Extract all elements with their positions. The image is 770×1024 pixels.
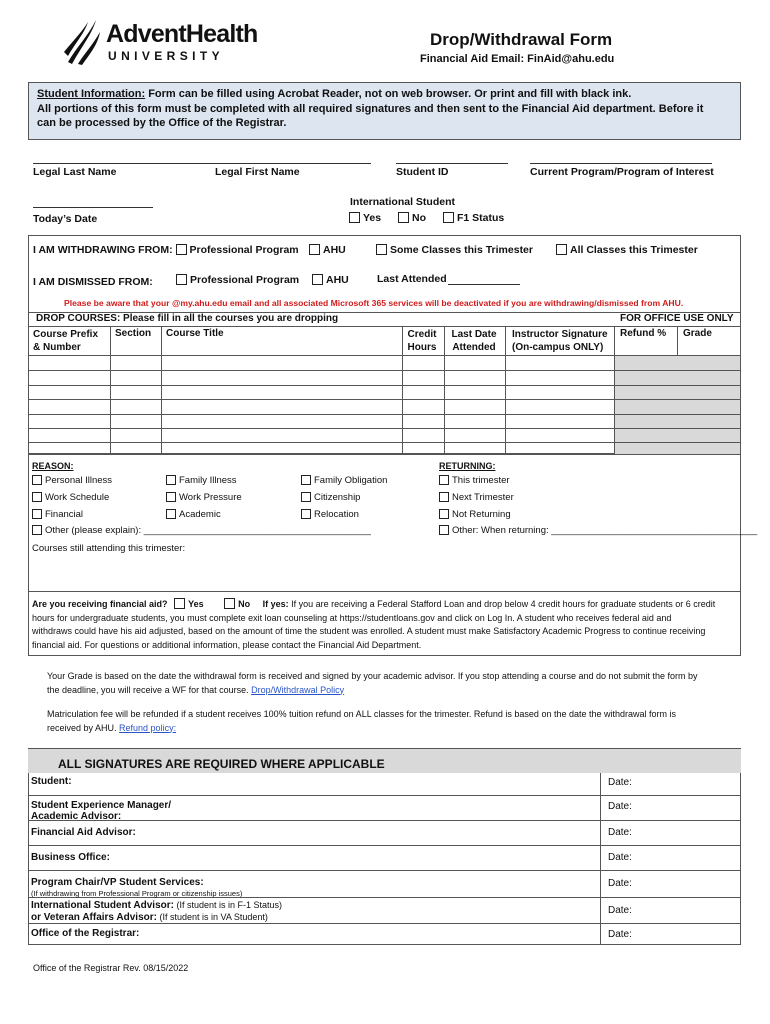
sig-registrar-label: Office of the Registrar:: [31, 928, 140, 939]
col-grade-header: Grade: [683, 328, 712, 339]
fa-no-checkbox[interactable]: [224, 598, 235, 609]
fa-yes-checkbox[interactable]: [174, 598, 185, 609]
table-row[interactable]: [29, 428, 740, 442]
sig-row-intl-advisor[interactable]: [29, 898, 740, 924]
fa-yes-label: Yes: [188, 599, 204, 609]
dismissed-from-label: I AM DISMISSED FROM:: [33, 276, 153, 288]
legal-first-label: Legal First Name: [215, 166, 300, 178]
f1-status-option[interactable]: [443, 212, 504, 224]
returning-heading: RETURNING:: [439, 461, 496, 471]
intl-no-checkbox[interactable]: [398, 212, 409, 223]
sig-date-label: Date:: [608, 905, 632, 916]
reason-other[interactable]: Other (please explain): ___________________________________________: [32, 525, 371, 536]
sig-fa-label: Financial Aid Advisor:: [31, 827, 136, 838]
all-classes-option[interactable]: [556, 244, 698, 256]
last-attended-label: Last Attended: [377, 273, 447, 285]
fa-text-line1: If you are receiving a Federal Stafford Loan and drop below 4 credit hours for graduate students or 6 credit: [288, 599, 716, 609]
returning-next-trimester[interactable]: Next Trimester: [439, 492, 514, 503]
signatures-heading: ALL SIGNATURES ARE REQUIRED WHERE APPLICABLE: [58, 757, 385, 771]
sig-date-label: Date:: [608, 878, 632, 889]
sig-date-label: Date:: [608, 929, 632, 940]
fa-text-line4: financial aid. For questions or additional information, please contact the Financial Aid Department.: [32, 639, 422, 650]
sig-program-chair-note: (If withdrawing from Professional Program or citizenship issues): [31, 889, 243, 898]
this-trimester-checkbox[interactable]: [439, 475, 449, 485]
not-returning-checkbox[interactable]: [439, 509, 449, 519]
student-info-line2: All portions of this form must be completed with all required signatures and then sent to the Financial Aid department. Before it: [37, 102, 704, 115]
returning-this-trimester[interactable]: This trimester: [439, 475, 510, 486]
withdraw-professional-checkbox[interactable]: [176, 244, 187, 255]
withdraw-ahu-checkbox[interactable]: [309, 244, 320, 255]
work-pressure-checkbox[interactable]: [166, 492, 176, 502]
academic-checkbox[interactable]: [166, 509, 176, 519]
financial-aid-section: [28, 592, 741, 656]
col-prefix-header: Course Prefix & Number: [33, 329, 99, 353]
other-returning-checkbox[interactable]: [439, 525, 449, 535]
financial-checkbox[interactable]: [32, 509, 42, 519]
table-row[interactable]: [29, 355, 740, 370]
signatures-heading-bar: [28, 748, 741, 773]
legal-name-field[interactable]: [33, 163, 371, 164]
sig-row-business[interactable]: [29, 846, 740, 871]
some-classes-option[interactable]: [376, 244, 533, 256]
table-row[interactable]: [29, 370, 740, 385]
dismiss-ahu-option[interactable]: [312, 274, 349, 286]
todays-date-field[interactable]: [33, 207, 153, 208]
all-classes-label: All Classes this Trimester: [570, 244, 698, 256]
office-use-heading: FOR OFFICE USE ONLY: [620, 313, 734, 324]
dismiss-professional-checkbox[interactable]: [176, 274, 187, 285]
sig-row-registrar[interactable]: [29, 924, 740, 945]
intl-yes-checkbox[interactable]: [349, 212, 360, 223]
fa-if-yes-label: If yes:: [262, 599, 289, 609]
deactivation-warning: Please be aware that your @my.ahu.edu email and all associated Microsoft 365 services will be deactivated if you are withdrawing/dismissed from AHU.: [64, 298, 684, 308]
personal-illness-checkbox[interactable]: [32, 475, 42, 485]
sig-date-label: Date:: [608, 801, 632, 812]
intl-student-label: International Student: [350, 196, 455, 208]
col-refund-header: Refund %: [620, 328, 667, 339]
financial-aid-email: Financial Aid Email: FinAid@ahu.edu: [420, 53, 615, 65]
logo-name: AdventHealth: [106, 20, 258, 48]
reason-relocation[interactable]: Relocation: [301, 509, 359, 520]
courses-still-attending-label: Courses still attending this trimester:: [32, 543, 186, 554]
table-row[interactable]: [29, 414, 740, 428]
returning-other[interactable]: Other: When returning: _______________________________________: [439, 525, 757, 536]
sig-program-chair-label: Program Chair/VP Student Services:: [31, 877, 204, 888]
student-info-line1: Form can be filled using Acrobat Reader, not on web browser. Or print and fill with black ink.: [145, 88, 632, 100]
intl-no-option[interactable]: [398, 212, 426, 224]
student-id-field[interactable]: [396, 163, 508, 164]
sig-date-label: Date:: [608, 852, 632, 863]
legal-last-label: Legal Last Name: [33, 166, 117, 178]
footer-revision: Office of the Registrar Rev. 08/15/2022: [33, 963, 189, 973]
fa-text-line2: hours for undergraduate students, you must complete exit loan counseling at https://studentloans.gov and click on Log In. A student who receives federal aid and: [32, 612, 672, 623]
program-label: Current Program/Program of Interest: [530, 166, 714, 178]
reason-citizenship[interactable]: Citizenship: [301, 492, 360, 503]
fa-text-line3: withdraws could have his aid adjusted, based on the amount of time the student was enrolled. A student must make Satisfactory Academic Progress to continue receiving: [32, 626, 706, 636]
table-row[interactable]: [29, 442, 740, 454]
withdraw-section: [28, 235, 741, 313]
financial-aid-question: Are you receiving financial aid?: [32, 599, 168, 609]
fa-no-label: No: [238, 599, 251, 609]
sig-date-label: Date:: [608, 827, 632, 838]
sig-student-label: Student:: [31, 776, 72, 787]
reason-section: [28, 454, 758, 592]
reason-academic[interactable]: Academic: [166, 509, 221, 520]
sig-date-label: Date:: [608, 777, 632, 788]
dismiss-ahu-checkbox[interactable]: [312, 274, 323, 285]
sig-business-label: Business Office:: [31, 852, 110, 863]
drop-courses-heading: DROP COURSES: Please fill in all the courses you are dropping: [36, 313, 339, 324]
refund-policy-link[interactable]: Refund policy:: [119, 722, 177, 733]
dismiss-professional-label: Professional Program: [190, 274, 300, 286]
signatures-table: [28, 773, 741, 945]
col-title-header: Course Title: [166, 328, 224, 339]
work-schedule-checkbox[interactable]: [32, 492, 42, 502]
table-row[interactable]: [29, 399, 740, 414]
drop-withdrawal-policy-link[interactable]: Drop/Withdrawal Policy: [251, 684, 345, 695]
form-title: Drop/Withdrawal Form: [430, 30, 613, 49]
student-info-box: [28, 82, 741, 140]
dismiss-professional-option[interactable]: [176, 274, 299, 286]
sig-sem-label: Student Experience Manager/ Academic Advisor:: [31, 800, 172, 822]
col-last-date-header: Last Date Attended: [451, 329, 497, 353]
sig-row-student[interactable]: [29, 773, 740, 796]
reason-work-schedule[interactable]: Work Schedule: [32, 492, 109, 503]
last-attended-field[interactable]: [448, 284, 520, 285]
sig-row-experience-manager[interactable]: [29, 796, 740, 821]
col-section-header: Section: [115, 328, 152, 339]
citizenship-checkbox[interactable]: [301, 492, 311, 502]
logo-sub: UNIVERSITY: [108, 49, 225, 63]
sig-row-financial-aid[interactable]: [29, 821, 740, 846]
withdraw-ahu-label: AHU: [323, 244, 346, 256]
logo: [62, 18, 292, 68]
withdrawing-from-label: I AM WITHDRAWING FROM: Professional Program: [33, 244, 299, 256]
intl-yes-option[interactable]: [349, 212, 381, 224]
student-id-label: Student ID: [396, 166, 449, 178]
some-classes-label: Some Classes this Trimester: [390, 244, 533, 256]
sig-intl-label: International Student Advisor: (If student is in F-1 Status) or Veteran Affairs Advisor: (If student is in VA Student): [31, 900, 283, 923]
student-info-heading: Student Information:: [37, 88, 146, 100]
reason-financial[interactable]: Financial: [32, 509, 83, 520]
dismiss-ahu-label: AHU: [326, 274, 349, 286]
col-credit-header: Credit Hours: [407, 329, 437, 353]
student-info-line3: can be processed by the Office of the Registrar.: [37, 117, 287, 129]
program-field[interactable]: [530, 163, 712, 164]
some-classes-checkbox[interactable]: [376, 244, 387, 255]
grade-policy-text: Your Grade is based on the date the withdrawal form is received and signed by your academic advisor. If you stop attending a course and do not submit the form by the deadline, you will receive a WF for that course. Drop/Withdrawal Policy: [47, 671, 698, 695]
intl-yes-label: Yes: [363, 212, 382, 224]
family-illness-checkbox[interactable]: [166, 475, 176, 485]
col-instructor-header: Instructor Signature (On-campus ONLY): [512, 329, 608, 353]
courses-table: [28, 312, 741, 454]
reason-family-obligation[interactable]: Family Obligation: [301, 475, 387, 486]
withdraw-ahu-option[interactable]: [309, 244, 346, 256]
relocation-checkbox[interactable]: [301, 509, 311, 519]
sig-row-program-chair[interactable]: [29, 871, 740, 898]
reason-work-pressure[interactable]: Work Pressure: [166, 492, 242, 503]
withdraw-professional-label: Professional Program: [189, 244, 299, 256]
all-classes-checkbox[interactable]: [556, 244, 567, 255]
reason-personal-illness[interactable]: Personal Illness: [32, 475, 112, 486]
reason-heading: REASON:: [32, 461, 74, 471]
reason-family-illness[interactable]: Family Illness: [166, 475, 237, 486]
other-reason-checkbox[interactable]: [32, 525, 42, 535]
todays-date-label: Today’s Date: [33, 213, 98, 225]
returning-not-returning[interactable]: Not Returning: [439, 509, 511, 520]
next-trimester-checkbox[interactable]: [439, 492, 449, 502]
f1-status-checkbox[interactable]: [443, 212, 454, 223]
f1-status-label: F1 Status: [457, 212, 505, 224]
intl-no-label: No: [412, 212, 426, 224]
family-obligation-checkbox[interactable]: [301, 475, 311, 485]
table-row[interactable]: [29, 385, 740, 399]
logo-mark-icon: [62, 18, 102, 66]
refund-policy-text: Matriculation fee will be refunded if a student receives 100% tuition refund on ALL classes for the trimester. Refund is based on the date the withdrawal form is received by AHU. Refund policy:: [47, 709, 677, 733]
